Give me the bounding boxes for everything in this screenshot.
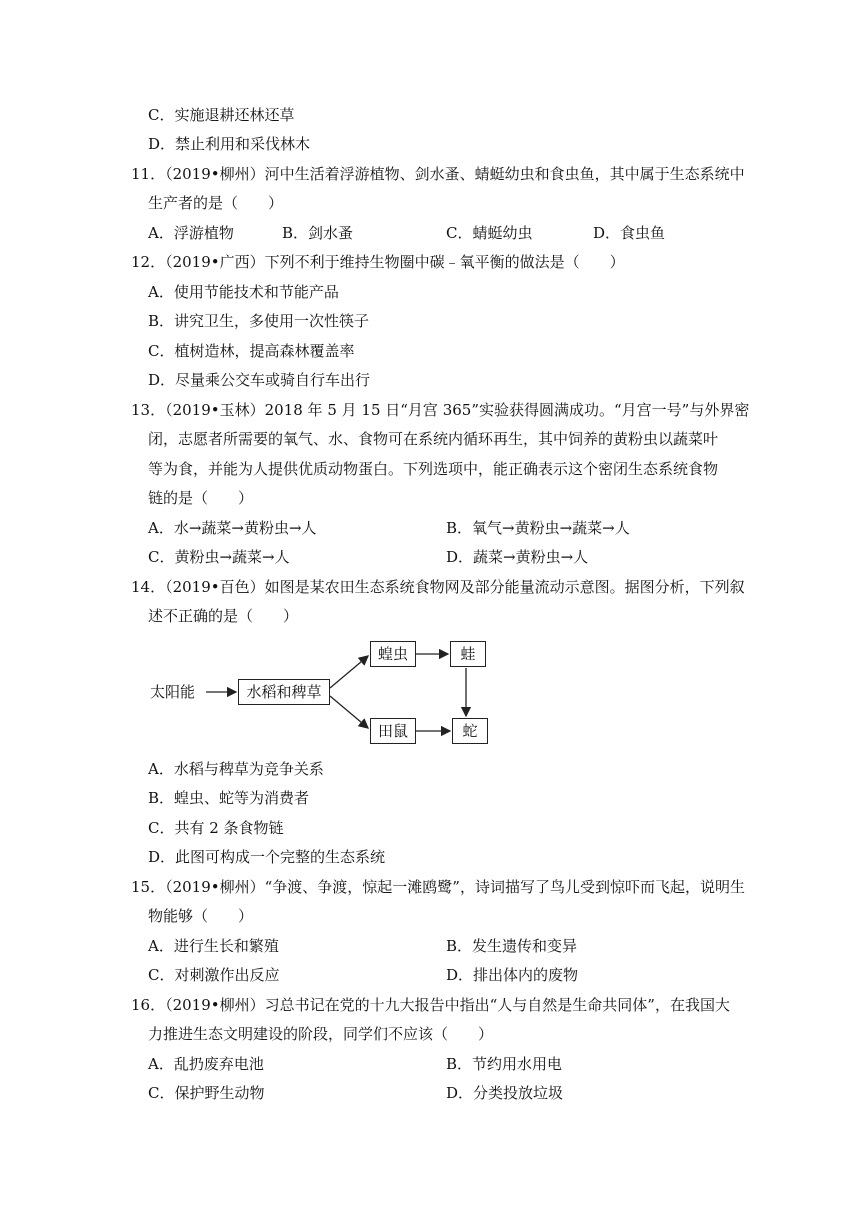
q16-stem-cont: 力推进生态文明建设的阶段，同学们不应该（ ） [148,1025,494,1043]
q10-option-c: C．实施退耕还林还草 [148,106,295,124]
q11-option-d: D．食虫鱼 [593,224,666,242]
q11-option-c: C．蜻蜓幼虫 [446,224,533,242]
q13-stem: 13．（2019•玉林）2018 年 5 月 15 日“月宫 365”实验获得圆满成功。“月宫一号”与外界密 [131,401,750,419]
q12-option-a: A．使用节能技术和节能产品 [148,283,339,301]
q16-option-c: C．保护野生动物 [148,1084,265,1102]
q14-option-c: C．共有 2 条食物链 [148,819,284,837]
q13-option-a: A．水→蔬菜→黄粉虫→人 [148,519,317,537]
q13-option-d: D．蔬菜→黄粉虫→人 [446,548,589,566]
arrow-producer-to-locust [330,656,368,688]
q12-option-c: C．植树造林，提高森林覆盖率 [148,342,355,360]
q16-option-d: D．分类投放垃圾 [446,1084,564,1102]
q16-option-b: B．节约用水用电 [446,1055,563,1073]
q14-stem: 14．（2019•百色）如图是某农田生态系统食物网及部分能量流动示意图。据图分析，下列叙 [131,578,745,596]
q14-option-a: A．水稻与稗草为竞争关系 [148,760,324,778]
q14-stem-cont: 述不正确的是（ ） [148,607,299,625]
q15-stem: 15．（2019•柳州）“争渡、争渡，惊起一滩鸥鹭”，诗词描写了鸟儿受到惊吓而飞起，说明生 [131,878,745,896]
snake-node: 蛇 [452,718,488,744]
food-web-diagram [140,630,500,750]
q15-option-b: B．发生遗传和变异 [446,937,578,955]
q12-option-b: B．讲究卫生，多使用一次性筷子 [148,312,370,330]
q14-option-d: D．此图可构成一个完整的生态系统 [148,848,386,866]
q15-option-d: D．排出体内的废物 [446,966,579,984]
q11-stem-cont: 生产者的是（ ） [148,194,284,212]
solar-energy-label: 太阳能 [150,683,196,701]
arrow-producer-to-vole [330,696,368,728]
q12-stem: 12．（2019•广西）下列不利于维持生物圈中碳﹣氧平衡的做法是（ ） [131,253,625,271]
q12-option-d: D．尽量乘公交车或骑自行车出行 [148,371,371,389]
q14-option-b: B．蝗虫、蛇等为消费者 [148,789,310,807]
q11-option-b: B．剑水蚤 [282,224,354,242]
q16-option-a: A．乱扔废弃电池 [148,1055,264,1073]
q13-stem-cont-3: 链的是（ ） [148,489,254,507]
q15-option-c: C．对刺激作出反应 [148,966,280,984]
q16-stem: 16．（2019•柳州）习总书记在党的十九大报告中指出“人与自然是生命共同体”，在我国大 [131,996,730,1014]
q15-stem-cont: 物能够（ ） [148,907,254,925]
vole-node: 田鼠 [370,718,416,744]
q11-stem: 11．（2019•柳州）河中生活着浮游植物、剑水蚤、蜻蜓幼虫和食虫鱼，其中属于生态系统中 [131,165,745,183]
producer-node: 水稻和稗草 [238,679,330,705]
q13-stem-cont-1: 闭，志愿者所需要的氧气、水、食物可在系统内循环再生，其中饲养的黄粉虫以蔬菜叶 [148,430,719,448]
locust-node: 蝗虫 [370,641,416,667]
frog-node: 蛙 [450,641,486,667]
q11-option-a: A．浮游植物 [148,224,234,242]
q13-option-b: B．氧气→黄粉虫→蔬菜→人 [446,519,630,537]
q15-option-a: A．进行生长和繁殖 [148,937,279,955]
q13-option-c: C．黄粉虫→蔬菜→人 [148,548,290,566]
q13-stem-cont-2: 等为食，并能为人提供优质动物蛋白。下列选项中，能正确表示这个密闭生态系统食物 [148,460,719,478]
q10-option-d: D．禁止利用和采伐林木 [148,135,311,153]
